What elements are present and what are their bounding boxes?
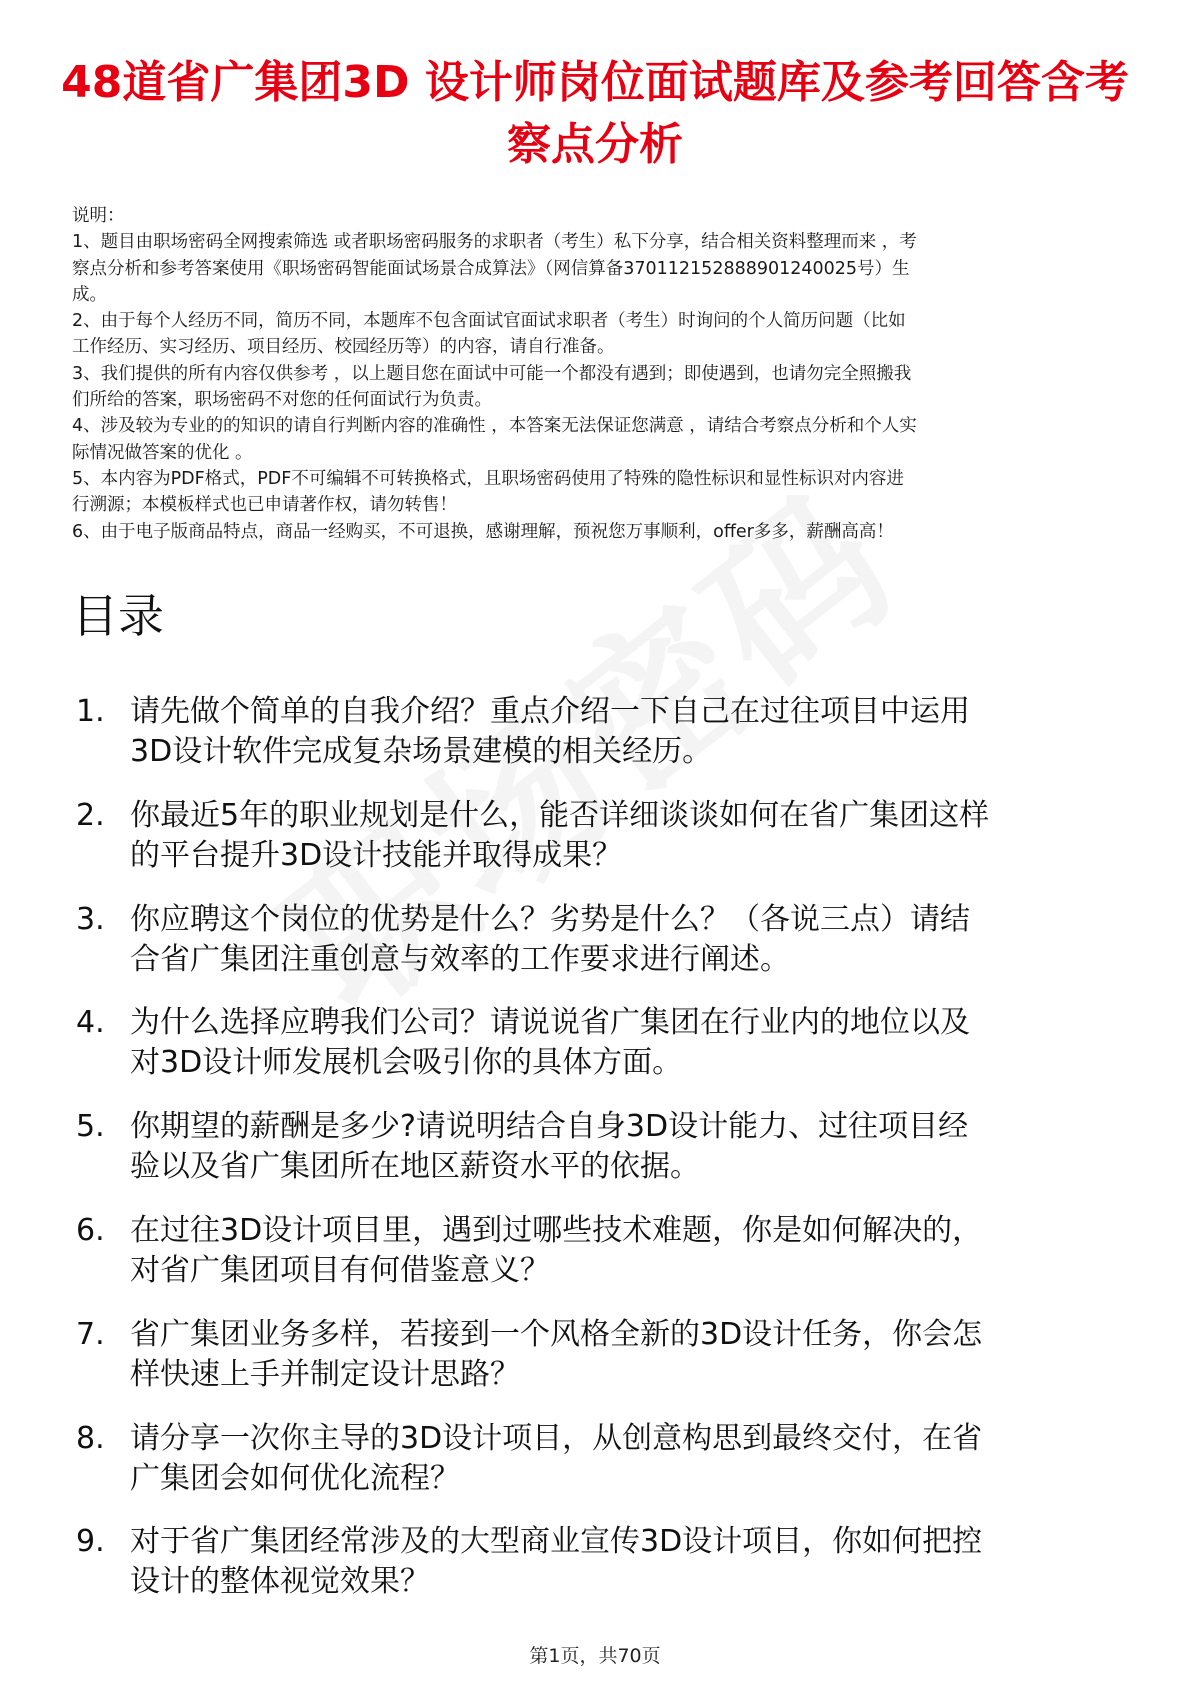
toc-item[interactable] <box>72 1419 1132 1523</box>
toc-item-text: 请分享一次你主导的3D设计项目，从创意构思到最终交付，在省 广集团会如何优化流程？ <box>130 1420 983 1496</box>
toc-item-number: 8. <box>76 1420 105 1456</box>
toc-heading: 目录 <box>72 589 164 643</box>
toc-item[interactable] <box>72 1107 1132 1211</box>
notes-line: 行溯源；本模板样式也已申请著作权，请勿转售！ <box>72 495 457 516</box>
toc-item[interactable] <box>72 692 1132 796</box>
toc-item-text: 在过往3D设计项目里，遇到过哪些技术难题，你是如何解决的， 对省广集团项目有何借鉴意义？ <box>130 1212 983 1288</box>
toc-item-text: 你最近5年的职业规划是什么，能否详细谈谈如何在省广集团这样 的平台提升3D设计技能并取得成果？ <box>130 797 990 873</box>
notes-line: 3、我们提供的所有内容仅供参考 ，以上题目您在面试中可能一个都没有遇到；即使遇到，也请勿完全照搬我 <box>72 363 912 384</box>
toc-item-number: 1. <box>76 694 105 729</box>
toc-item[interactable] <box>72 796 1132 900</box>
notes-line: 们所给的答案，职场密码不对您的任何面试行为负责。 <box>72 390 492 411</box>
toc-item[interactable] <box>72 900 1132 1004</box>
toc-item-number: 7. <box>76 1316 105 1352</box>
toc-item-text: 对于省广集团经常涉及的大型商业宣传3D设计项目，你如何把控 设计的整体视觉效果？ <box>130 1524 983 1600</box>
toc-item-text: 你期望的薪酬是多少?请说明结合自身3D设计能力、过往项目经 验以及省广集团所在地区薪资水平的依据。 <box>130 1109 969 1185</box>
page-number-footer: 第1页，共70页 <box>529 1645 661 1667</box>
notes-line: 1、题目由职场密码全网搜索筛选 或者职场密码服务的求职者（考生）私下分享，结合相关资料整理而来 ，考 <box>72 232 917 253</box>
notes-line: 4、涉及较为专业的的知识的请自行判断内容的准确性 ，本答案无法保证您满意 ，请结合考察点分析和个人实 <box>72 416 917 437</box>
notes-line: 5、本内容为PDF格式，PDF不可编辑不可转换格式，且职场密码使用了特殊的隐性标识和显性标识对内容进 <box>72 468 904 489</box>
notes-line: 成。 <box>72 284 107 305</box>
page-title: 48道省广集团3D 设计师岗位面试题库及参考回答含考察点分析 <box>61 57 1129 170</box>
toc-item-number: 6. <box>76 1212 105 1248</box>
toc-item-number: 3. <box>76 901 105 937</box>
toc-item-number: 5. <box>76 1109 105 1145</box>
toc-item-number: 4. <box>76 1005 105 1041</box>
toc-item[interactable] <box>72 1315 1132 1419</box>
toc-item[interactable] <box>72 1003 1132 1107</box>
toc-item[interactable] <box>72 1211 1132 1315</box>
toc-item-text: 省广集团业务多样，若接到一个风格全新的3D设计任务，你会怎 样快速上手并制定设计思路？ <box>130 1316 983 1392</box>
notes-heading: 说明： <box>72 206 125 226</box>
notes-line: 际情况做答案的优化 。 <box>72 442 253 463</box>
toc-item-text: 你应聘这个岗位的优势是什么？劣势是什么？（各说三点）请结 合省广集团注重创意与效率的工作要求进行阐述。 <box>130 901 970 977</box>
notes-section <box>72 203 1117 545</box>
toc-list <box>72 692 1132 1626</box>
toc-item-number: 9. <box>76 1524 105 1560</box>
toc-item-number: 2. <box>76 797 105 833</box>
toc-item[interactable] <box>72 1522 1132 1626</box>
toc-item-text: 为什么选择应聘我们公司？请说说省广集团在行业内的地位以及 对3D设计师发展机会吸引你的具体方面。 <box>130 1005 970 1081</box>
notes-line: 察点分析和参考答案使用《职场密码智能面试场景合成算法》（网信算备370112152888901240025号）生 <box>72 258 910 279</box>
toc-item-text: 请先做个简单的自我介绍？重点介绍一下自己在过往项目中运用 3D设计软件完成复杂场景建模的相关经历。 <box>130 694 970 769</box>
notes-line: 6、由于电子版商品特点，商品一经购买，不可退换，感谢理解，预祝您万事顺利，offer多多，薪酬高高！ <box>72 521 894 542</box>
notes-line: 工作经历、实习经历、项目经历、校园经历等）的内容，请自行准备。 <box>72 337 615 358</box>
notes-line: 2、由于每个人经历不同，简历不同，本题库不包含面试官面试求职者（考生）时询问的个人简历问题（比如 <box>72 311 906 332</box>
